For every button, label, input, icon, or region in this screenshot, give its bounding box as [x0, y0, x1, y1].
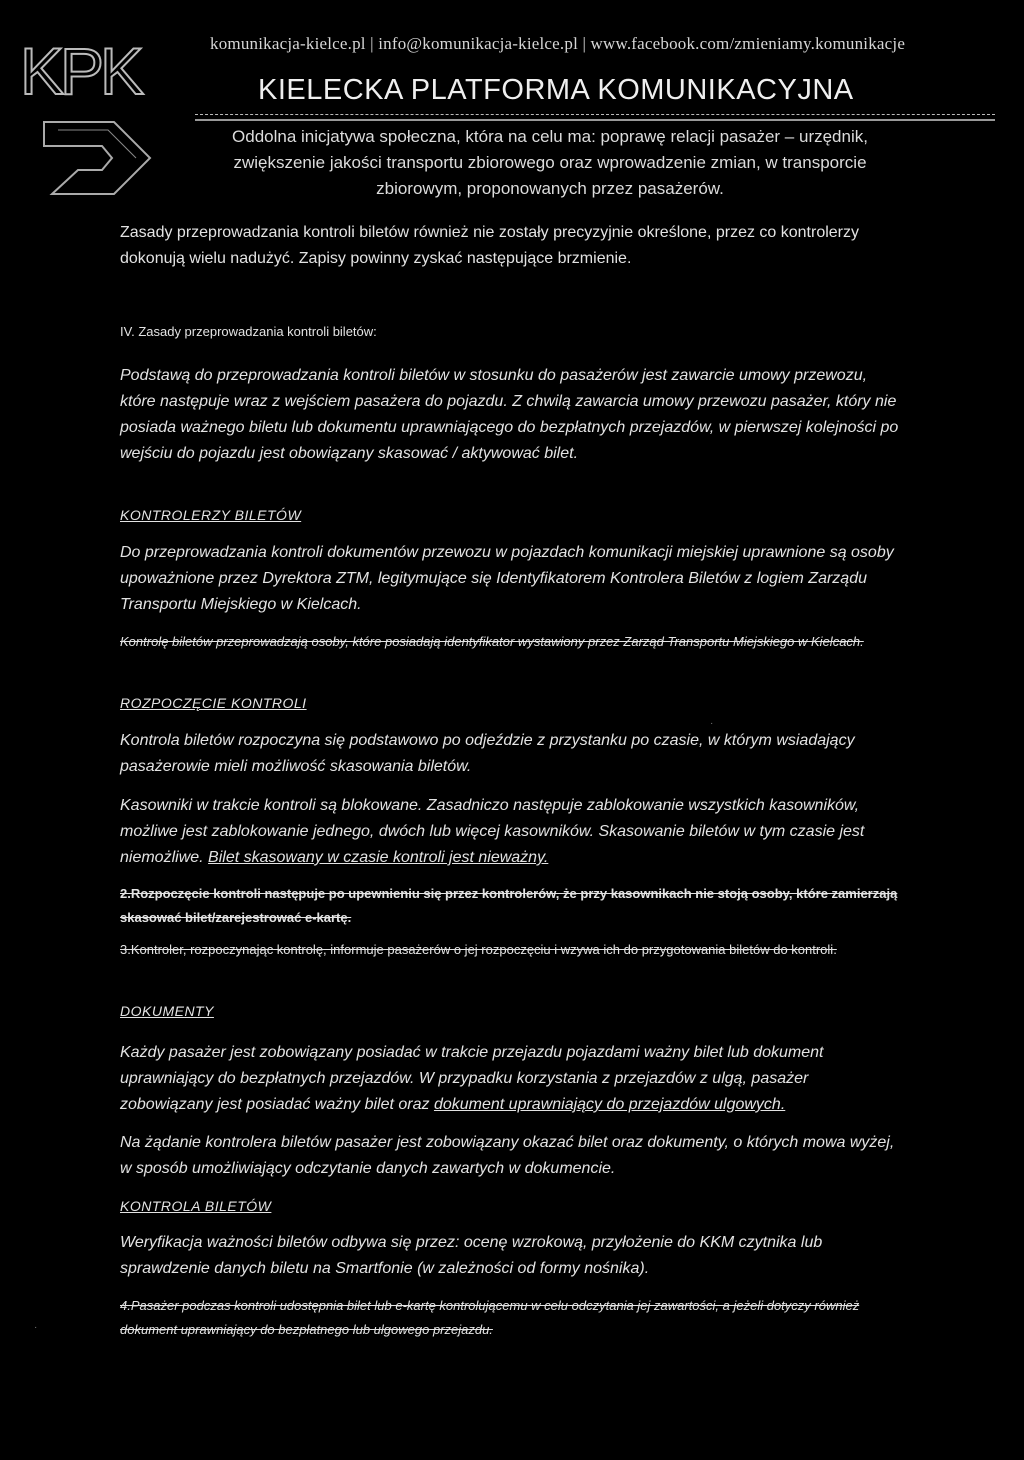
stray-mark: · [710, 718, 714, 729]
heading-kontrolerzy: KONTROLERZY BILETÓW [120, 507, 302, 523]
validators-underlined: Bilet skasowany w czasie kontroli jest nieważny. [208, 849, 549, 866]
paragraph-start: Kontrola biletów rozpoczyna się podstawowo po odjeździe z przystanku po czasie, w którym wsiadający pasażerowie mieli możliwość skasowania biletów. [120, 732, 855, 775]
header-divider [195, 114, 995, 121]
heading-kontrola: KONTROLA BILETÓW [120, 1198, 272, 1214]
paragraph-controllers: Do przeprowadzania kontroli dokumentów przewozu w pojazdach komunikacji miejskiej uprawnione są osoby upoważnione przez Dyrektora ZTM, legitymujące się Identyfikatorem Kontrolera Biletów z logiem Zarządu Transportu Miejskiego w Kielcach. [120, 544, 894, 613]
documents-underlined: dokument uprawniający do przejazdów ulgowych. [433, 1096, 786, 1113]
mission-statement: Oddolna inicjatywa społeczna, która na celu ma: poprawę relacji pasażer – urzędnik, zwiększenie jakości transportu zbiorowego oraz wprowadzenie zmian, w transporcie zbiorowym, proponowanych przez pasażerów. [232, 127, 868, 198]
heading-dokumenty: DOKUMENTY [120, 1003, 214, 1019]
paragraph-validators [120, 793, 900, 871]
paragraph-verification: Weryfikacja ważności biletów odbywa się przez: ocenę wzrokową, przyłożenie do KKM czytnika lub sprawdzenie danych biletu na Smartfonie (w zależności od formy nośnika). [120, 1234, 823, 1277]
struck-paragraph-3: 3.Kontroler, rozpoczynając kontrolę, informuje pasażerów o jej rozpoczęciu i wzywa ich do przygotowania biletów do kontroli. [120, 942, 837, 957]
paragraph-documents [120, 1040, 900, 1118]
section-title: IV. Zasady przeprowadzania kontroli biletów: [120, 324, 377, 339]
struck-paragraph-2: 2.Rozpoczęcie kontroli następuje po upewnieniu się przez kontrolerów, że przy kasownikach nie stoją osoby, które zamierzają skasować bilet/zarejestrować e-kartę. [120, 886, 898, 925]
paragraph-request: Na żądanie kontrolera biletów pasażer jest zobowiązany okazać bilet oraz dokumenty, o których mowa wyżej, w sposób umożliwiający odczytanie danych zawartych w dokumencie. [120, 1134, 895, 1177]
kpk-logo [18, 30, 178, 195]
struck-paragraph-4: 4.Pasażer podczas kontroli udostępnia bilet lub e-kartę kontrolującemu w celu odczytania jej zawartości, a jeżeli dotyczy również dokument uprawniający do bezpłatnego lub ulgowego przejazdu. [120, 1298, 860, 1337]
validators-text: Kasowniki w trakcie kontroli są blokowane. Zasadniczo następuje zablokowanie wszystkich kasowników, możliwe jest zablokowanie jednego, dwóch lub więcej kasowników. Skasowanie biletów w tym czasie jest niemożliwe. [120, 797, 865, 866]
struck-paragraph-1: Kontrolę biletów przeprowadzają osoby, które posiadają identyfikator wystawiony przez Zarząd Transportu Miejskiego w Kielcach. [120, 634, 864, 649]
page-title: KIELECKA PLATFORMA KOMUNIKACYJNA [258, 74, 854, 106]
stray-mark: · [34, 1322, 38, 1333]
documents-text: Każdy pasażer jest zobowiązany posiadać w trakcie przejazdu pojazdami ważny bilet lub dokument uprawniający do bezpłatnych przejazdów. W przypadku korzystania z przejazdów z ulgą, pasażer zobowiązany jest posiadać ważny bilet oraz [120, 1044, 824, 1113]
intro-paragraph: Zasady przeprowadzania kontroli biletów również nie zostały precyzyjnie określone, przez co kontrolerzy dokonują wielu nadużyć. Zapisy powinny zyskać następujące brzmienie. [120, 224, 860, 267]
paragraph-basis: Podstawą do przeprowadzania kontroli biletów w stosunku do pasażerów jest zawarcie umowy przewozu, które następuje wraz z wejściem pasażera do pojazdu. Z chwilą zawarcia umowy przewozu pasażer, który nie posiada ważnego biletu lub dokumentu uprawniającego do bezpłatnych przejazdów, w pierwszej kolejności po wejściu do pojazdu jest obowiązany skasować / aktywować bilet. [120, 367, 899, 462]
heading-rozpoczecie: ROZPOCZĘCIE KONTROLI [120, 695, 307, 711]
logo-lettering: KPK [20, 34, 141, 108]
contact-line: komunikacja-kielce.pl | info@komunikacja-kielce.pl | www.facebook.com/zmieniamy.komunikacje [210, 34, 906, 53]
